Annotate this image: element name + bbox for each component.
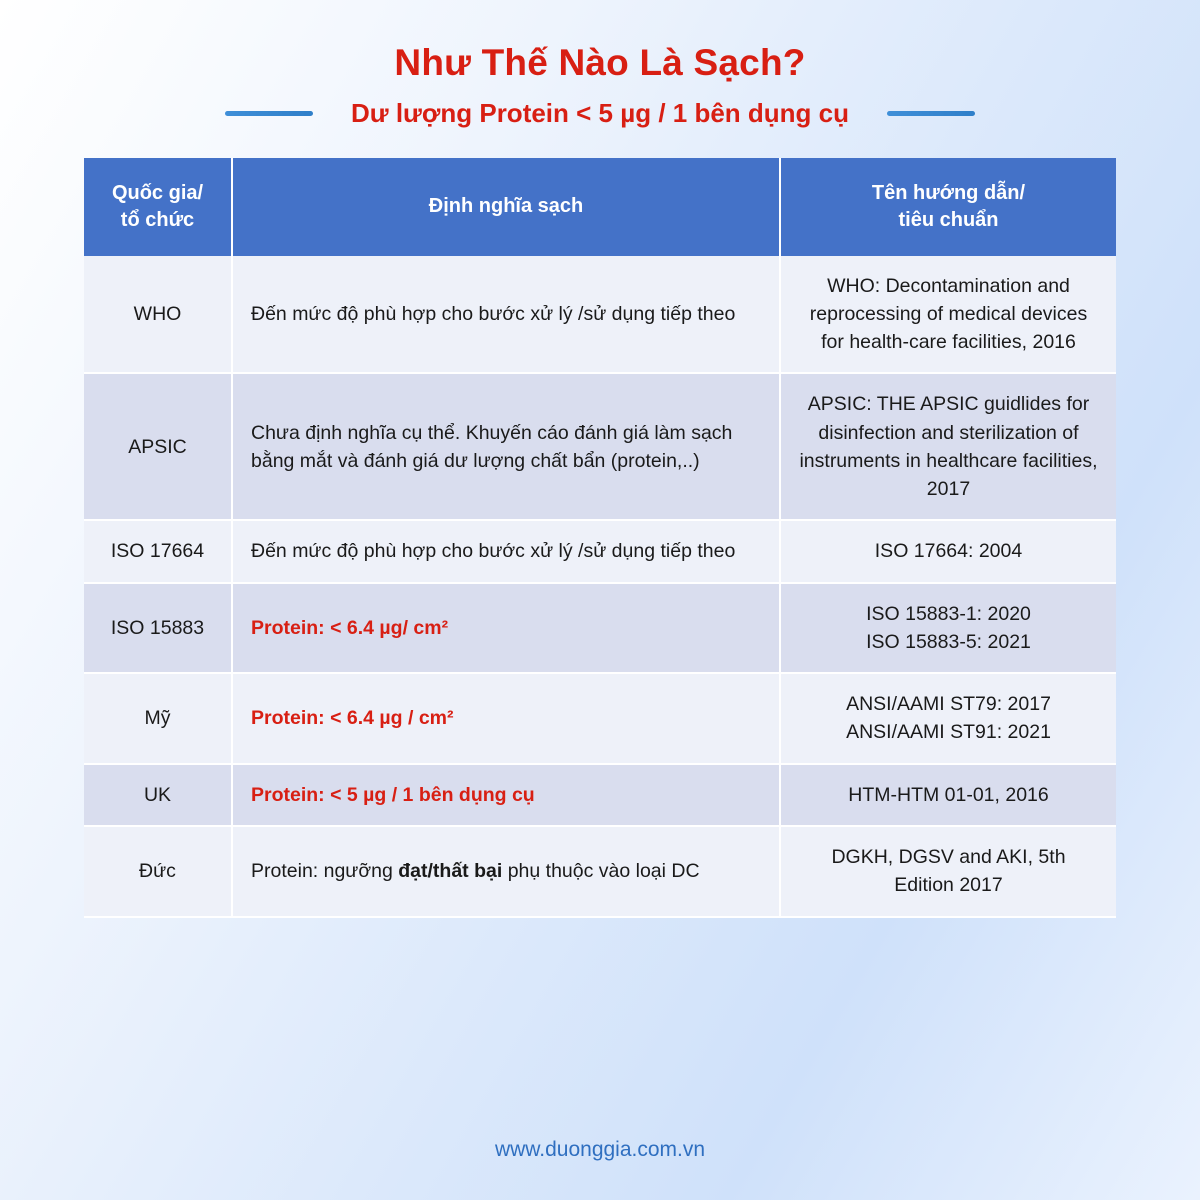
standards-table	[84, 158, 1116, 918]
subtitle-row	[0, 98, 1200, 129]
cell-organization: UK	[84, 764, 232, 826]
page-subtitle: Dư lượng Protein < 5 µg / 1 bên dụng cụ	[351, 97, 849, 128]
column-header-standard	[780, 158, 1116, 256]
page-title: Như Thế Nào Là Sạch?	[394, 42, 806, 83]
header	[0, 0, 1200, 129]
cell-definition: Đến mức độ phù hợp cho bước xử lý /sử dụng tiếp theo	[232, 256, 780, 374]
table-row	[84, 373, 1116, 520]
cell-definition: Protein: < 6.4 µg / cm²	[232, 673, 780, 764]
cell-organization: Mỹ	[84, 673, 232, 764]
cell-organization: ISO 15883	[84, 583, 232, 674]
table-header	[84, 158, 1116, 256]
standards-table-wrapper	[84, 158, 1116, 918]
cell-standard-line1: ISO 15883-1: 2020	[866, 602, 1031, 625]
column-header-standard-line1: Tên hướng dẫn/	[871, 181, 1026, 204]
definition-text-part1: Protein: ngưỡng	[251, 860, 399, 883]
cell-standard-line1: ANSI/AAMI ST79: 2017	[846, 693, 1051, 716]
divider-left	[225, 111, 313, 116]
footer-website[interactable]: www.duonggia.com.vn	[494, 1138, 706, 1161]
definition-text-emphasis: đạt/thất bại	[398, 860, 503, 883]
table-row	[84, 520, 1116, 582]
cell-definition: Chưa định nghĩa cụ thể. Khuyến cáo đánh giá làm sạch bằng mắt và đánh giá dư lượng chất bẩn (protein,..)	[232, 373, 780, 520]
cell-definition: Protein: < 5 µg / 1 bên dụng cụ	[232, 764, 780, 826]
cell-definition: Đến mức độ phù hợp cho bước xử lý /sử dụng tiếp theo	[232, 520, 780, 582]
table-body	[84, 256, 1116, 917]
cell-organization: ISO 17664	[84, 520, 232, 582]
definition-text-part2: phụ thuộc vào loại DC	[502, 860, 700, 883]
cell-standard	[780, 583, 1116, 674]
table-row	[84, 583, 1116, 674]
cell-organization: APSIC	[84, 373, 232, 520]
table-row	[84, 256, 1116, 374]
cell-standard-line2: ANSI/AAMI ST91: 2021	[846, 721, 1051, 744]
column-header-definition	[232, 158, 780, 256]
cell-definition	[232, 826, 780, 917]
cell-standard: HTM-HTM 01-01, 2016	[780, 764, 1116, 826]
column-header-organization-line1: Quốc gia/	[111, 181, 204, 204]
cell-standard: DGKH, DGSV and AKI, 5th Edition 2017	[780, 826, 1116, 917]
cell-standard	[780, 673, 1116, 764]
cell-standard: ISO 17664: 2004	[780, 520, 1116, 582]
table-header-row	[84, 158, 1116, 256]
table-row	[84, 673, 1116, 764]
cell-standard: WHO: Decontamination and reprocessing of medical devices for health-care facilities, 2016	[780, 256, 1116, 374]
table-row	[84, 826, 1116, 917]
column-header-organization-line2: tổ chức	[120, 208, 195, 231]
column-header-definition-line1: Định nghĩa sạch	[428, 195, 584, 218]
cell-organization: WHO	[84, 256, 232, 374]
table-row	[84, 764, 1116, 826]
cell-standard: APSIC: THE APSIC guidlides for disinfection and sterilization of instruments in healthcare facilities, 2017	[780, 373, 1116, 520]
column-header-organization	[84, 158, 232, 256]
divider-right	[887, 111, 975, 116]
cell-standard-line2: ISO 15883-5: 2021	[866, 630, 1031, 653]
cell-definition: Protein: < 6.4 µg/ cm²	[232, 583, 780, 674]
cell-organization: Đức	[84, 826, 232, 917]
column-header-standard-line2: tiêu chuẩn	[898, 208, 999, 231]
